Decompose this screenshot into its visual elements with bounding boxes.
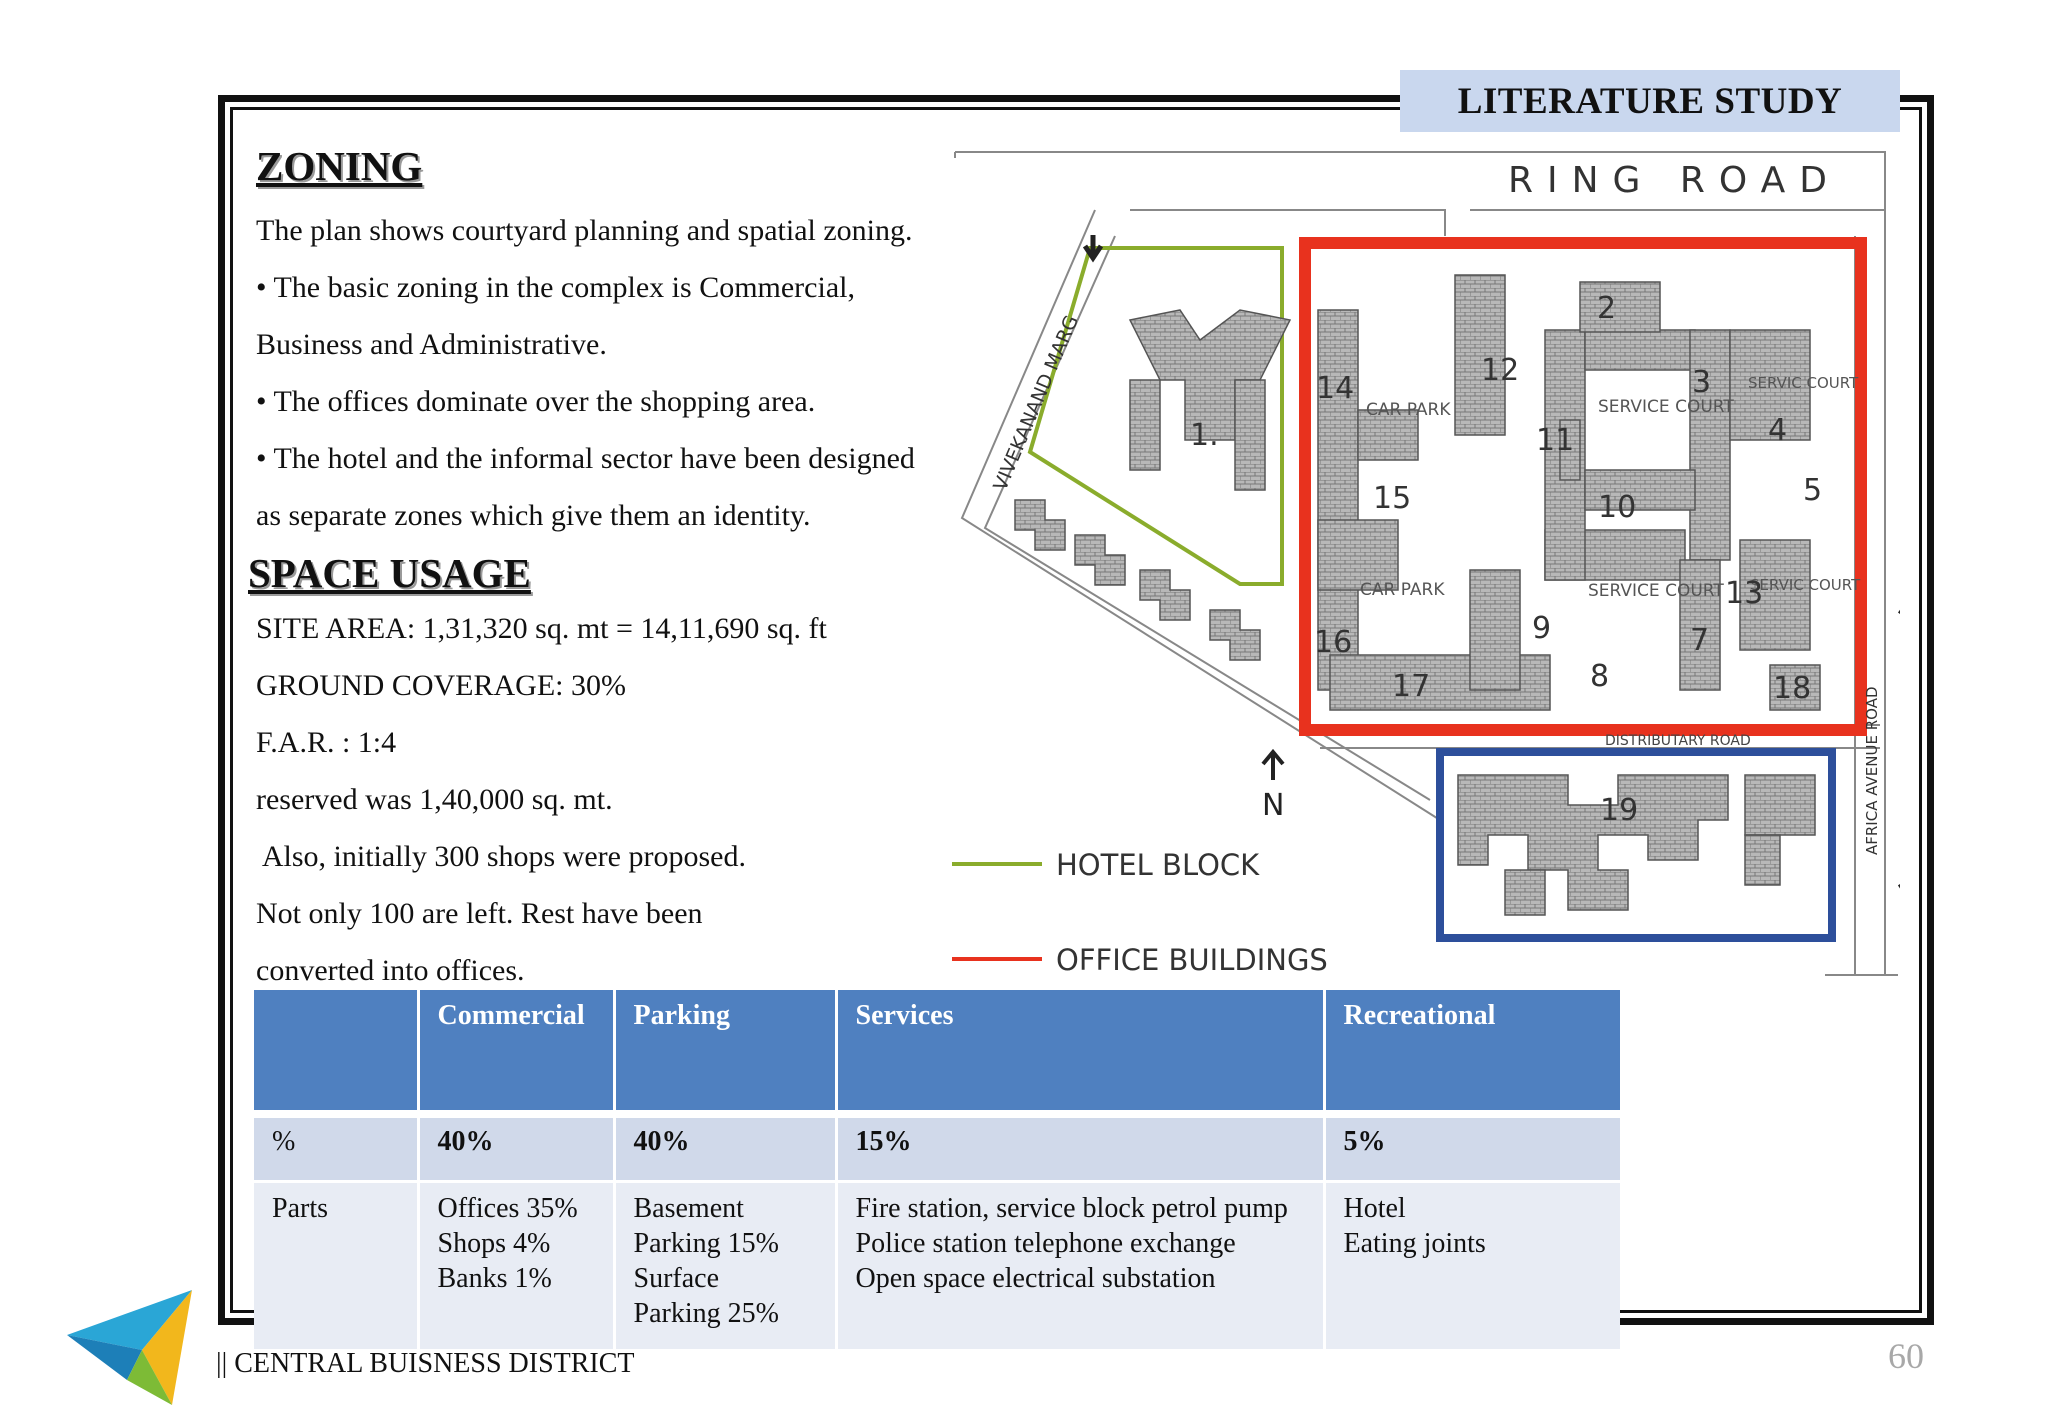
zoning-line: The plan shows courtyard planning and spatial zoning. <box>256 214 913 247</box>
building-number: 4 <box>1768 413 1788 448</box>
table-cell: 40% <box>614 1114 836 1182</box>
space-usage-line: reserved was 1,40,000 sq. mt. <box>256 783 613 816</box>
cell-line: Basement <box>633 1193 744 1224</box>
space-usage-heading: SPACE USAGE <box>248 550 531 596</box>
table-header-cell: Recreational <box>1324 990 1620 1114</box>
office-buildings-legend-label: OFFICE BUILDINGS <box>1056 943 1328 977</box>
table-cell: 5% <box>1324 1114 1620 1182</box>
cell-line: Banks 1% <box>437 1263 552 1294</box>
africa-avenue-road-label: AFRICA AVENUE ROAD <box>1863 686 1881 855</box>
table-row <box>254 1114 1620 1182</box>
building-number: 9 <box>1532 611 1552 646</box>
building-number: 19 <box>1600 793 1639 828</box>
cell-line: Open space electrical substation <box>855 1263 1216 1294</box>
building-number: 18 <box>1773 671 1812 706</box>
table-cell <box>614 1182 836 1351</box>
zoning-line: • The hotel and the informal sector have been designed <box>256 442 915 475</box>
zoning-line: as separate zones which give them an identity. <box>256 499 811 532</box>
building-number: 11 <box>1536 423 1575 458</box>
table-cell: 40% <box>418 1114 614 1182</box>
building-number: 2 <box>1597 291 1617 326</box>
building-number: 16 <box>1314 625 1353 660</box>
zoning-heading: ZONING <box>256 143 423 189</box>
table-cell: 15% <box>836 1114 1324 1182</box>
table-header-cell: Services <box>836 990 1324 1114</box>
cell-line: Fire station, service block petrol pump <box>855 1193 1288 1224</box>
building-number: 7 <box>1690 623 1710 658</box>
building-number: 1. <box>1190 418 1219 453</box>
page-number: 60 <box>1888 1336 1924 1376</box>
cell-line: Shops 4% <box>437 1228 551 1259</box>
building-number: 5 <box>1803 473 1823 508</box>
space-usage-table <box>254 990 1620 1352</box>
table-cell: % <box>254 1114 418 1182</box>
service-court-label: SERVIC COURT <box>1750 576 1861 594</box>
service-court-label: SERVICE COURT <box>1588 581 1724 601</box>
table-cell <box>836 1182 1324 1351</box>
site-plan-map <box>950 140 1900 980</box>
building-number: 8 <box>1590 659 1610 694</box>
building-number: 13 <box>1725 576 1764 611</box>
car-park-label: CAR PARK <box>1360 580 1445 600</box>
hotel-block-legend-label: HOTEL BLOCK <box>1056 848 1260 882</box>
strip-buildings <box>1015 500 1260 660</box>
space-usage-line: converted into offices. <box>256 954 525 987</box>
section-title-tag <box>1400 70 1900 132</box>
cell-line: Eating joints <box>1343 1228 1486 1259</box>
cell-line: Hotel <box>1343 1193 1406 1224</box>
hotel-building <box>1130 310 1290 490</box>
zoning-line: • The offices dominate over the shopping area. <box>256 385 816 418</box>
section-title: LITERATURE STUDY <box>1457 80 1843 122</box>
building-number: 3 <box>1692 365 1712 400</box>
space-usage-line: SITE AREA: 1,31,320 sq. mt = 14,11,690 sq. ft <box>256 612 827 645</box>
building-number: 12 <box>1481 353 1520 388</box>
service-court-label: SERVICE COURT <box>1598 397 1734 417</box>
space-usage-line: GROUND COVERAGE: 30% <box>256 669 626 702</box>
building-number: 10 <box>1598 490 1637 525</box>
zoning-line: Business and Administrative. <box>256 328 607 361</box>
table-cell: Parts <box>254 1182 418 1351</box>
footer-title: || CENTRAL BUISNESS DISTRICT <box>216 1348 635 1379</box>
table-row <box>254 1182 1620 1351</box>
building-number: 15 <box>1373 481 1412 516</box>
space-usage-line: F.A.R. : 1:4 <box>256 726 397 759</box>
zoning-line: • The basic zoning in the complex is Commercial, <box>256 271 855 304</box>
distributary-road-label: DISTRIBUTARY ROAD <box>1605 733 1751 749</box>
logo-icon <box>62 1280 202 1415</box>
car-park-label: CAR PARK <box>1366 400 1451 420</box>
vivekanand-marg-label: VIVEKANAND MARG <box>989 312 1084 494</box>
cell-line: Offices 35% <box>437 1193 578 1224</box>
table-cell <box>1324 1182 1620 1351</box>
ring-road-label: RING ROAD <box>1508 160 1841 201</box>
cell-line: Parking 15% <box>633 1228 779 1259</box>
building-number: 14 <box>1316 371 1355 406</box>
table-header-cell: Commercial <box>418 990 614 1114</box>
north-arrow-icon <box>1263 752 1283 780</box>
table-header-row <box>254 990 1620 1114</box>
service-court-label: SERVIC COURT <box>1748 374 1859 392</box>
building-number: 17 <box>1392 669 1431 704</box>
table-header-cell: Parking <box>614 990 836 1114</box>
cell-line: Parking 25% <box>633 1298 779 1329</box>
table-header-cell <box>254 990 418 1114</box>
north-label: N <box>1262 788 1285 823</box>
space-usage-line: Also, initially 300 shops were proposed. <box>256 840 746 873</box>
table-cell <box>418 1182 614 1351</box>
space-usage-line: Not only 100 are left. Rest have been <box>256 897 703 930</box>
cell-line: Surface <box>633 1263 720 1294</box>
cell-line: Police station telephone exchange <box>855 1228 1236 1259</box>
